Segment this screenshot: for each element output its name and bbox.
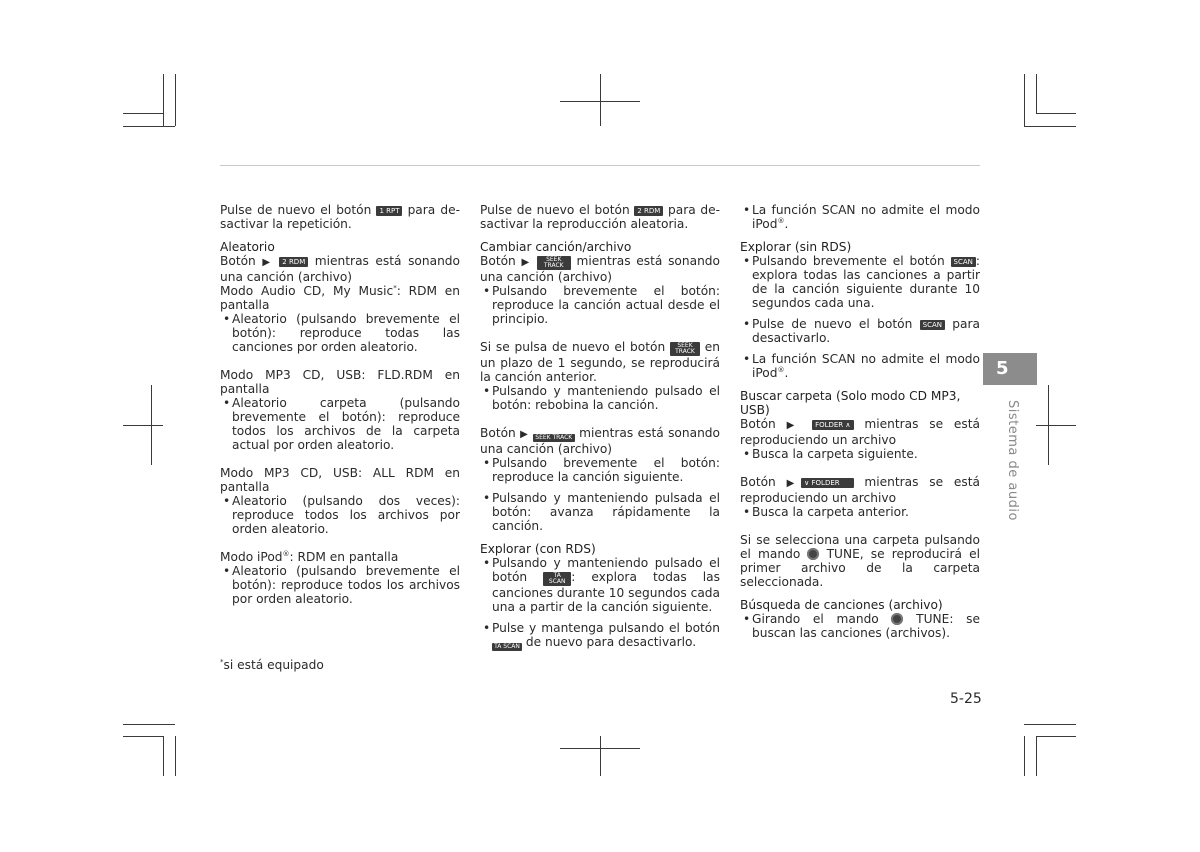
section-heading: Cambiar canción/archivo [480, 240, 632, 254]
crop-mark [123, 724, 175, 725]
seek-track-button-icon: SEEK TRACK [537, 256, 571, 270]
crop-mark [151, 385, 152, 465]
track-instruction: Botón ▶ SEEK TRACK mientras está sonando una canción (archivo) [480, 254, 720, 284]
random-off-paragraph: Pulse de nuevo el botón 2 RDM para de-sactivar la reproducción aleatoria. [480, 203, 720, 231]
folder-up-button-icon: FOLDER ∧ [812, 420, 853, 430]
list-item: • Pulsando y manteniendo pulsado el botón: rebobina la canción. [483, 384, 720, 412]
header-rule [220, 165, 980, 166]
chapter-tab [983, 353, 1037, 385]
crop-mark [123, 126, 175, 127]
random-instruction: Botón ▶ 2 RDM mientras está sonando una canción (archivo) [220, 254, 460, 284]
folder-instruction: Botón ▶ FOLDER ∧ mientras se está reproduciendo un archivo [740, 417, 981, 447]
list-item: • Girando el mando TUNE: se buscan las canciones (archivos). [743, 612, 981, 640]
crop-mark [1048, 385, 1049, 465]
rdm-button-icon: 2 RDM [634, 206, 663, 216]
list-item: • Aleatorio (pulsando dos veces): reproduce todos los archivos por orden aleatorio. [223, 494, 460, 536]
crop-mark [1036, 736, 1076, 737]
crop-mark [123, 113, 163, 114]
crop-mark [1024, 736, 1025, 776]
mode-line: Modo MP3 CD, USB: FLD.RDM en pantalla [220, 368, 460, 396]
chapter-title: Sistema de audio [1005, 400, 1020, 521]
chapter-number: 5 [996, 358, 1009, 379]
scan-button-icon: SCAN [920, 320, 945, 330]
section-heading: Explorar (con RDS) [480, 542, 596, 556]
list-item: • Aleatorio (pulsando brevemente el botón): reproduce todos los archivos por orden aleatorio. [223, 564, 460, 606]
mode-line: Modo iPod®: RDM en pantalla [220, 549, 399, 564]
list-item: • Pulse y mantenga pulsando el botón TA SCAN de nuevo para desactivarlo. [483, 621, 720, 650]
rpt-button-icon: 1 RPT [376, 206, 402, 216]
list-item: • Pulsando brevemente el botón: reproduce la canción actual desde el principio. [483, 284, 720, 326]
seek-track-button-icon: SEEK TRACK [533, 434, 575, 442]
crop-mark [1036, 113, 1076, 114]
crop-mark [163, 74, 164, 126]
ta-scan-button-icon: TA SCAN [543, 572, 571, 586]
track-instruction: Botón ▶ SEEK TRACK mientras está sonando una canción (archivo) [480, 426, 720, 456]
rdm-button-icon: 2 RDM [279, 257, 308, 267]
crop-mark [1036, 425, 1076, 426]
list-item: • La función SCAN no admite el modo iPod®. [743, 203, 980, 231]
list-item: • Busca la carpeta anterior. [743, 505, 909, 519]
footnote: *si está equipado [220, 657, 324, 672]
arrow-right-icon: ▶ [520, 429, 529, 440]
column-left [220, 203, 460, 606]
arrow-right-icon: ▶ [521, 257, 532, 268]
crop-mark [600, 736, 601, 776]
repeat-off-paragraph: Pulse de nuevo el botón 1 RPT para de-sactivar la repetición. [220, 203, 460, 231]
crop-mark [1036, 74, 1037, 114]
list-item: • Aleatorio carpeta (pulsando brevemente el botón): reproduce todos los archivos de la carpeta actual por orden aleatorio. [223, 396, 460, 452]
scan-button-icon: SCAN [951, 257, 976, 267]
tune-knob-icon [891, 613, 903, 625]
list-item: • Pulsando y manteniendo pulsado el botón TA SCAN : explora todas las canciones durante 10 segundos cada una a partir de la canción siguiente. [483, 556, 720, 614]
tune-knob-icon [807, 548, 819, 560]
column-right [740, 203, 980, 640]
crop-mark [123, 736, 163, 737]
crop-mark [163, 736, 164, 776]
section-heading: Explorar (sin RDS) [740, 240, 852, 254]
mode-line: Modo MP3 CD, USB: ALL RDM en pantalla [220, 466, 460, 494]
list-item: • Pulsando brevemente el botón SCAN : explora todas las canciones a partir de la canción siguiente durante 10 segundos cada una. [743, 254, 980, 310]
section-heading: Aleatorio [220, 240, 275, 254]
arrow-right-icon: ▶ [786, 420, 802, 431]
section-heading: Búsqueda de canciones (archivo) [740, 598, 943, 612]
repeat-press-paragraph: Si se pulsa de nuevo el botón SEEK TRACK en un plazo de 1 segundo, se reproducirá la canción anterior. [480, 340, 720, 384]
crop-mark [1024, 724, 1076, 725]
crop-mark [1024, 126, 1076, 127]
mode-line: Modo Audio CD, My Music*: RDM en pantalla [220, 283, 460, 312]
crop-mark [600, 74, 601, 126]
folder-select-paragraph: Si se selecciona una carpeta pulsando el mando TUNE, se reproducirá el primer archivo de la carpeta seleccionada. [740, 533, 981, 589]
arrow-right-icon: ▶ [262, 257, 273, 268]
ta-scan-button-icon: TA SCAN [492, 643, 522, 651]
folder-instruction: Botón ▶ ∨ FOLDER mientras se está reproduciendo un archivo [740, 475, 980, 505]
section-heading: Buscar carpeta (Solo modo CD MP3, USB) [740, 389, 961, 417]
crop-mark [1024, 74, 1025, 126]
page-number: 5-25 [950, 691, 982, 707]
seek-track-button-icon: SEEK TRACK [670, 342, 700, 356]
list-item: • Busca la carpeta siguiente. [743, 447, 918, 461]
list-item: • Aleatorio (pulsando brevemente el botón): reproduce todas las canciones por orden aleatorio. [223, 312, 460, 354]
folder-down-button-icon: ∨ FOLDER [801, 478, 853, 488]
crop-mark [175, 74, 176, 126]
column-middle [480, 203, 720, 651]
arrow-right-icon: ▶ [786, 478, 802, 489]
crop-mark [1036, 736, 1037, 776]
crop-mark [123, 425, 163, 426]
list-item: • La función SCAN no admite el modo iPod®. [743, 352, 980, 380]
list-item: • Pulse de nuevo el botón SCAN para desactivarlo. [743, 317, 980, 345]
list-item: • Pulsando y manteniendo pulsada el botón: avanza rápidamente la canción. [483, 491, 720, 533]
crop-mark [175, 736, 176, 776]
list-item: • Pulsando brevemente el botón: reproduce la canción siguiente. [483, 456, 720, 484]
